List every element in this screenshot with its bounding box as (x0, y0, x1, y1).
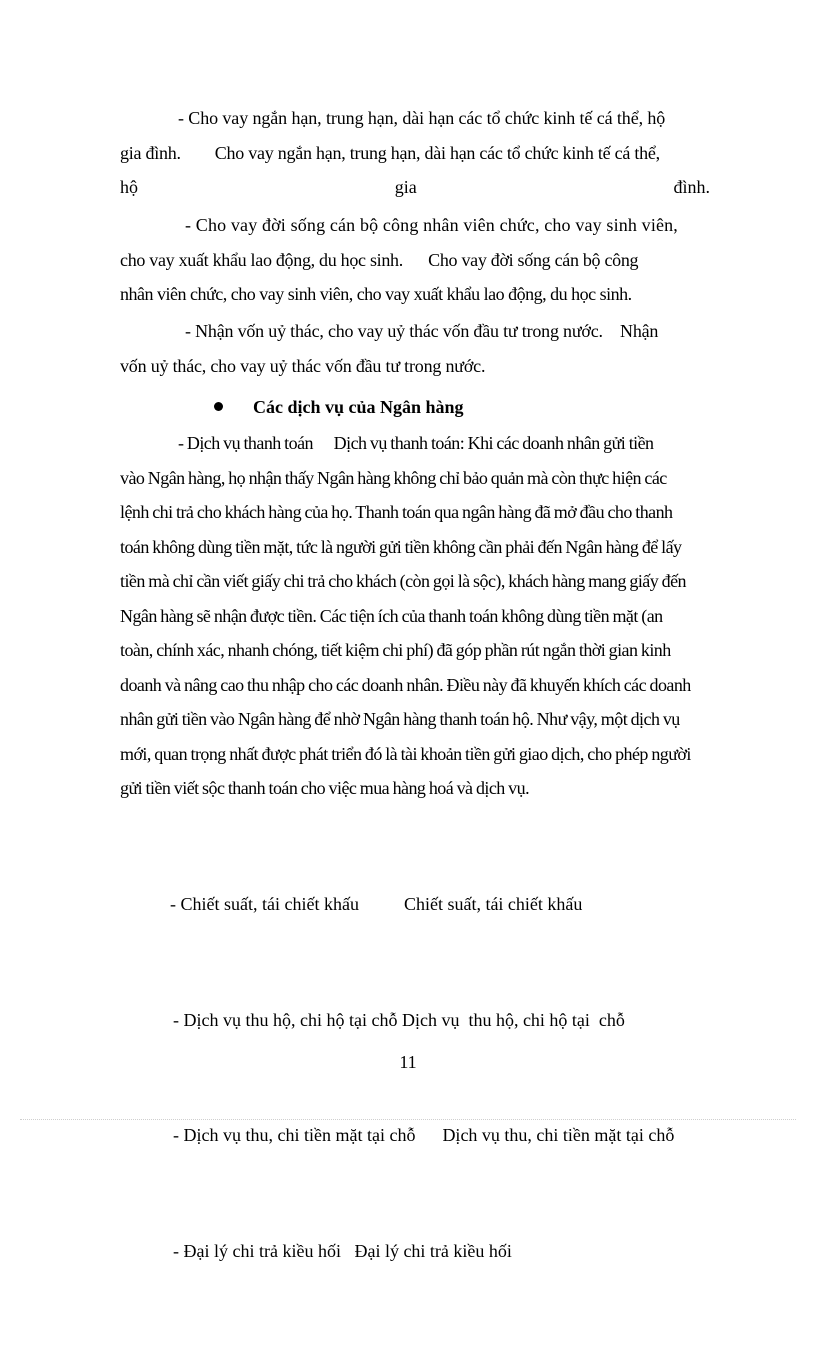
paragraph-2-line-1: - Cho vay đời sống cán bộ công nhân viên chức, cho vay sinh viên, (185, 215, 678, 235)
section-heading (214, 395, 464, 419)
paragraph-4-line: vào Ngân hàng, họ nhận thấy Ngân hàng không chỉ bảo quản mà còn thực hiện các (120, 467, 667, 488)
paragraph-3-line-1: - Nhận vốn uỷ thác, cho vay uỷ thác vốn đầu tư trong nước. Nhận (185, 321, 659, 341)
service-list-item: - Chiết suất, tái chiết khấu Chiết suất, tái chiết khấu (170, 894, 583, 914)
word-gia: gia (394, 177, 417, 197)
page-number: 11 (399, 1052, 417, 1072)
service-list-item: - Dịch vụ thu, chi tiền mặt tại chỗ Dịch vụ thu, chi tiền mặt tại chỗ (173, 1125, 675, 1145)
service-list (120, 808, 710, 1347)
paragraph-3 (120, 314, 710, 383)
paragraph-4 (120, 426, 710, 806)
paragraph-4-line: toàn, chính xác, nhanh chóng, tiết kiệm chi phí) đã góp phần rút ngắn thời gian kinh (120, 640, 671, 660)
page-bottom-divider (20, 1119, 796, 1120)
paragraph-2-line-2: cho vay xuất khẩu lao động, du học sinh. Cho vay đời sống cán bộ công (120, 249, 639, 270)
word-ho: hộ (120, 177, 138, 197)
paragraph-4-line: gửi tiền viết sộc thanh toán cho việc mua hàng hoá và dịch vụ. (120, 778, 530, 798)
section-heading-text: Các dịch vụ của Ngân hàng (253, 397, 464, 417)
paragraph-1-line-2: gia đình. Cho vay ngắn hạn, trung hạn, dài hạn các tổ chức kinh tế cá thể, (120, 142, 660, 163)
paragraph-4-line: tiền mà chỉ cần viết giấy chi trả cho khách (còn gọi là sộc), khách hàng mang giấy đến (120, 571, 686, 591)
word-dinh: đình. (673, 177, 710, 197)
paragraph-4-line: mới, quan trọng nhất được phát triển đó là tài khoản tiền gửi giao dịch, cho phép người (120, 743, 691, 764)
paragraph-4-line: toán không dùng tiền mặt, tức là người gửi tiền không cần phải đến Ngân hàng để lấy (120, 536, 682, 557)
paragraph-4-line: - Dịch vụ thanh toán Dịch vụ thanh toán: Khi các doanh nhân gửi tiền (178, 433, 654, 453)
paragraph-1 (120, 101, 710, 205)
paragraph-4-line: Ngân hàng sẽ nhận được tiền. Các tiện ích của thanh toán không dùng tiền mặt (an (120, 605, 663, 626)
paragraph-2 (120, 208, 710, 312)
paragraph-1-line-1: - Cho vay ngắn hạn, trung hạn, dài hạn các tổ chức kinh tế cá thể, hộ (178, 108, 666, 128)
paragraph-3-line-2: vốn uỷ thác, cho vay uỷ thác vốn đầu tư trong nước. (120, 355, 486, 376)
paragraph-4-line: nhân gửi tiền vào Ngân hàng để nhờ Ngân hàng thanh toán hộ. Như vậy, một dịch vụ (120, 709, 680, 729)
service-list-item: - Dịch vụ thu hộ, chi hộ tại chỗ Dịch vụ thu hộ, chi hộ tại chỗ (173, 1009, 625, 1030)
paragraph-2-line-3: nhân viên chức, cho vay sinh viên, cho vay xuất khẩu lao động, du học sinh. (120, 284, 632, 304)
paragraph-4-line: lệnh chi trả cho khách hàng của họ. Thanh toán qua ngân hàng đã mở đầu cho thanh (120, 502, 673, 522)
paragraph-4-line: doanh và nâng cao thu nhập cho các doanh nhân. Điều này đã khuyến khích các doanh (120, 674, 691, 695)
bullet-icon (214, 402, 223, 411)
service-list-item: - Đại lý chi trả kiều hối Đại lý chi trả kiều hối (173, 1240, 512, 1261)
paragraph-1-line-3 (120, 170, 710, 205)
